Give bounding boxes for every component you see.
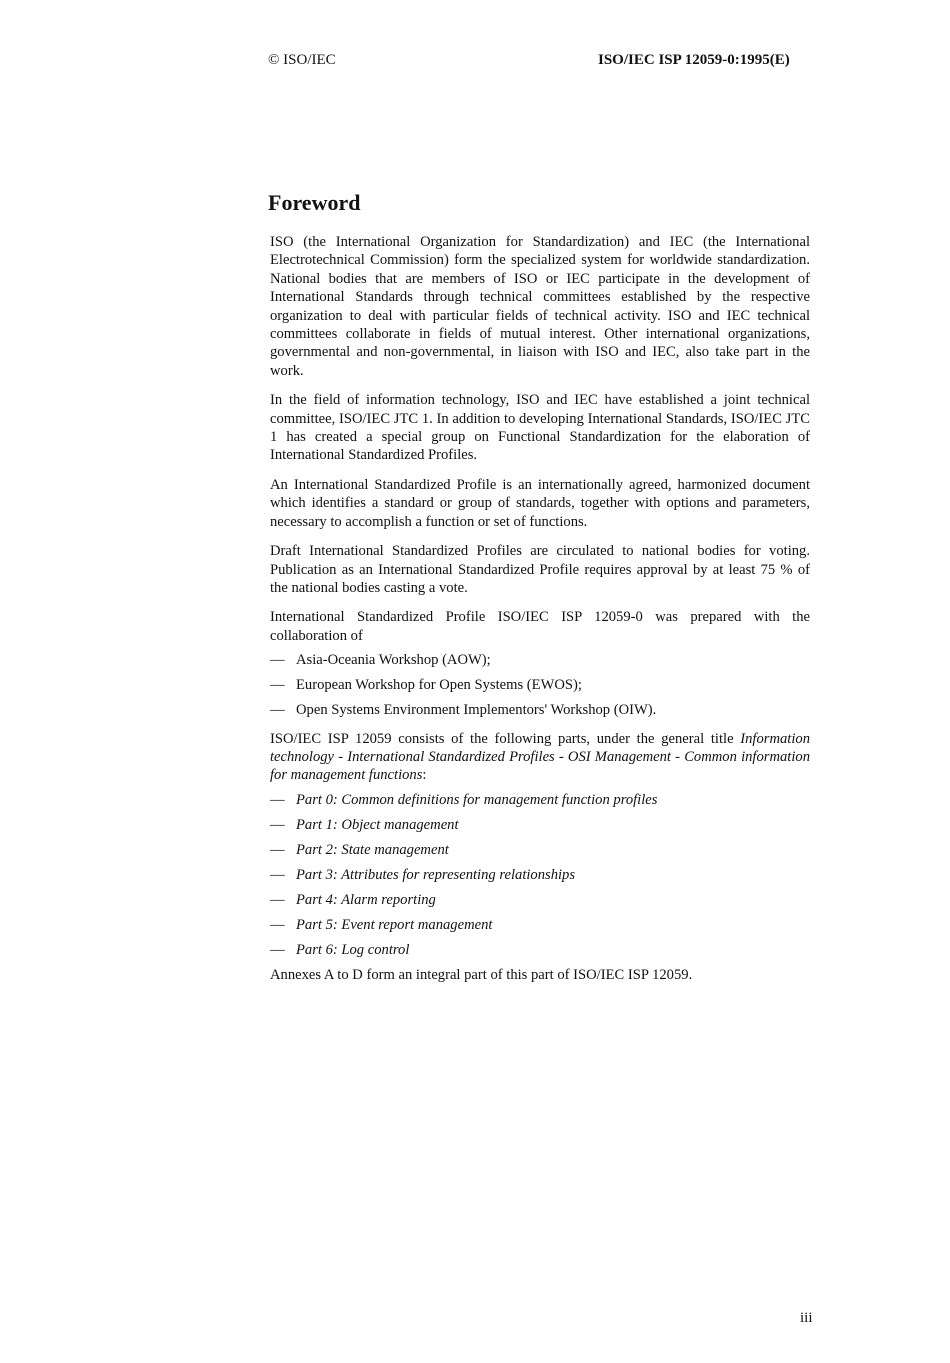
- list-item: — Part 0: Common definitions for management function profiles: [270, 791, 658, 808]
- parts-list: [270, 791, 810, 959]
- list-item: — Part 3: Attributes for representing relationships: [270, 866, 576, 883]
- dash-marker: —: [270, 841, 285, 858]
- dash-marker: —: [270, 702, 285, 719]
- paragraph-parts-intro: ISO/IEC ISP 12059 consists of the following parts, under the general title Information technology - International Standardized Profiles - OSI Management - Common information for management functions:: [270, 730, 810, 784]
- list-item: — Part 5: Event report management: [270, 916, 493, 933]
- dash-marker: —: [270, 866, 285, 883]
- dash-marker: —: [270, 941, 285, 958]
- paragraph-collaboration: International Standardized Profile ISO/IEC ISP 12059-0 was prepared with the collaboration of: [270, 609, 810, 644]
- list-item: — Part 2: State management: [270, 841, 449, 858]
- paragraph-isp-definition: An International Standardized Profile is an internationally agreed, harmonized document which identifies a standard or group of standards, together with options and parameters, necessary to accomplish a function or set of functions.: [270, 476, 810, 530]
- paragraph-iso-iec: ISO (the International Organization for Standardization) and IEC (the International Electrotechnical Commission) form the specialized system for worldwide standardization. National bodies that are members of ISO or IEC participate in the development of International Standards through technical committees established by the respective organization to deal with particular fields of technical activity. ISO and IEC technical committees collaborate in fields of mutual interest. Other international organizations, governmental and non-governmental, in liaison with ISO and IEC, also take part in the work.: [270, 234, 810, 379]
- dash-marker: —: [270, 652, 285, 669]
- header-copyright: © ISO/IEC: [268, 52, 336, 68]
- foreword-body: [270, 233, 810, 995]
- list-item: — Part 4: Alarm reporting: [270, 891, 436, 908]
- header-document-id: ISO/IEC ISP 12059-0:1995(E): [598, 52, 790, 68]
- list-item: — Asia-Oceania Workshop (AOW);: [270, 652, 491, 669]
- dash-marker: —: [270, 791, 285, 808]
- dash-marker: —: [270, 891, 285, 908]
- collaborator-list: [270, 651, 810, 719]
- dash-marker: —: [270, 677, 285, 694]
- list-item: — Open Systems Environment Implementors' Workshop (OIW).: [270, 702, 657, 719]
- paragraph-annexes: Annexes A to D form an integral part of this part of ISO/IEC ISP 12059.: [270, 966, 693, 983]
- dash-marker: —: [270, 916, 285, 933]
- paragraph-jtc1: In the field of information technology, ISO and IEC have established a joint technical committee, ISO/IEC JTC 1. In addition to developing International Standards, ISO/IEC JTC 1 has created a special group on Functional Standardization for the elaboration of International Standardized Profiles.: [270, 392, 810, 464]
- list-item: — European Workshop for Open Systems (EWOS);: [270, 677, 582, 694]
- paragraph-voting: Draft International Standardized Profiles are circulated to national bodies for voting. Publication as an International Standardized Profile requires approval by at least 75 % of the national bodies casting a vote.: [270, 543, 810, 596]
- list-item: — Part 6: Log control: [270, 941, 410, 958]
- dash-marker: —: [270, 816, 285, 833]
- page-title: Foreword: [268, 190, 361, 215]
- page-number: iii: [800, 1310, 813, 1326]
- series-title: Information technology - International Standardized Profiles - OSI Management - Common information for management functions: [270, 730, 810, 784]
- list-item: — Part 1: Object management: [270, 816, 459, 833]
